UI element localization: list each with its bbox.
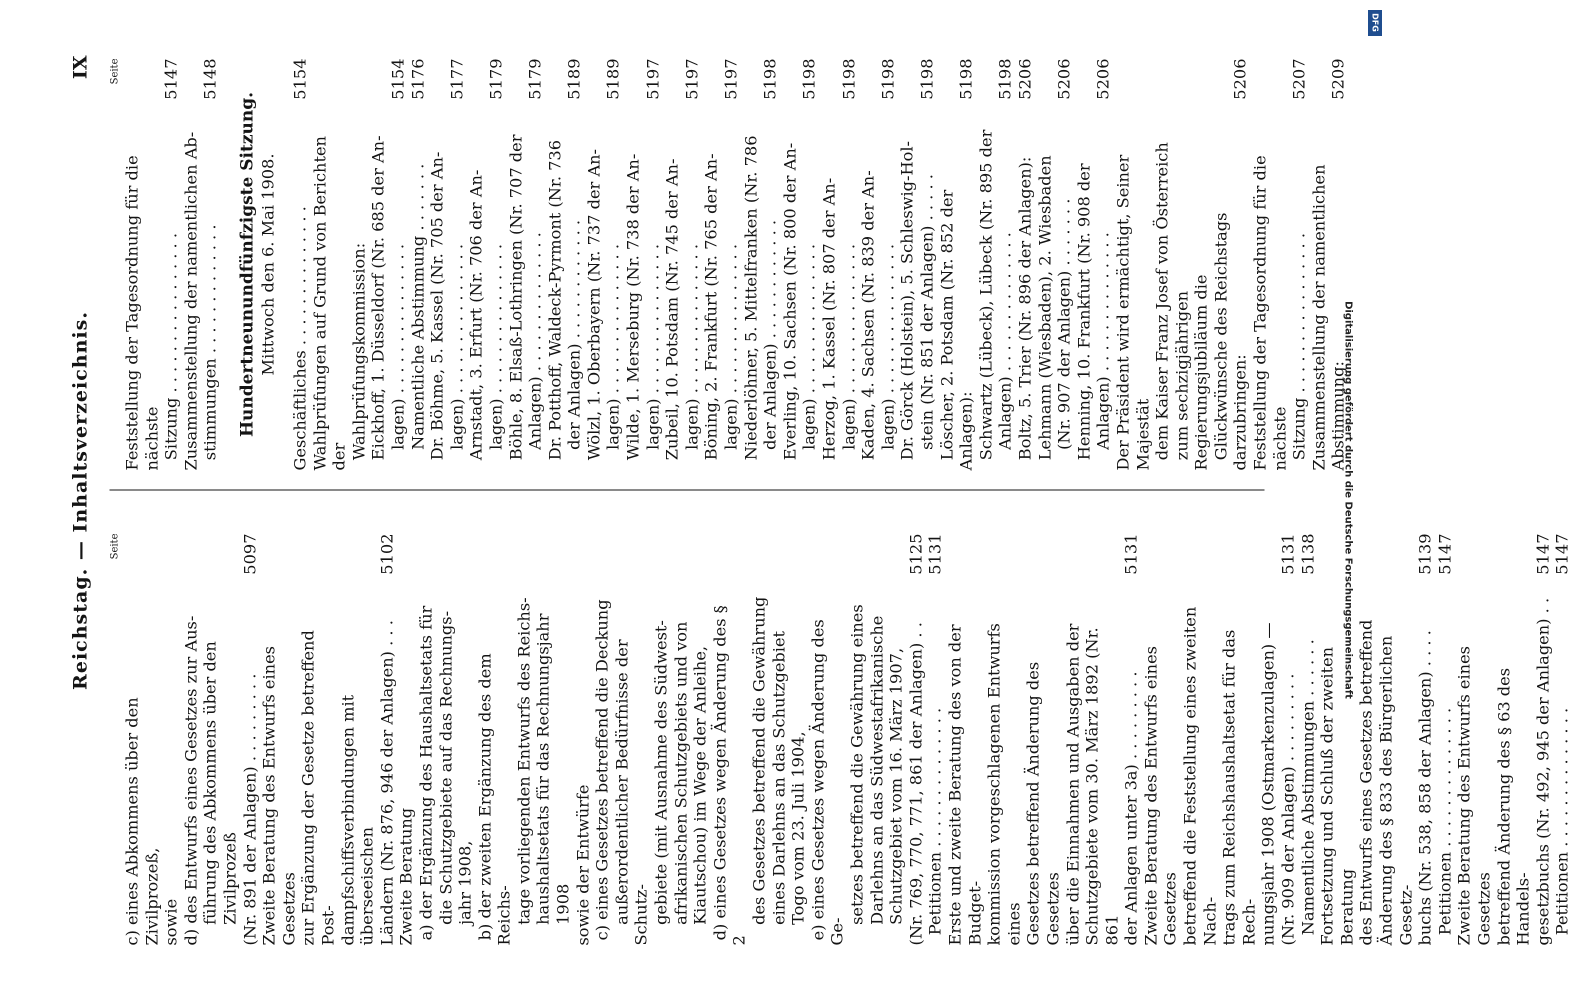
toc-entry: [181, 534, 259, 946]
toc-entry-text: Zusammenstellung der namentlichen Abstimmung:: [1309, 159, 1348, 470]
toc-entry-text: Henning, 10. Frankfurt (Nr. 908 der Anlagen) . . . . . . . . . . . . . .: [1074, 163, 1113, 470]
toc-entry: [428, 59, 467, 471]
toc-entry-page: 5206: [1231, 59, 1251, 100]
toc-entry-page: 5198: [878, 59, 898, 100]
toc-entry-text: Löscher, 2. Potsdam (Nr. 852 der Anlagen):: [937, 185, 976, 471]
toc-entry-page: 5154: [290, 59, 310, 100]
toc-entry-text: Dr. Potthoff, Waldeck-Pyrmont (Nr. 736 der Anlagen) . . . . . . . . . . . .: [545, 140, 584, 471]
toc-entry-text: Petitionen . . . . . . . . . . . . . .: [1553, 708, 1572, 946]
toc-entry-page: 5197: [682, 59, 702, 100]
toc-entry-text: Erste und zweite Beratung des von der Budget- kommission vorgeschlagenen Entwurfs eines Gesetzes betreffend Änderung des Gesetzes über die Einnahmen und Ausgaben der Schutzgebiete vom 30. März 1892 (Nr. 861 der Anlagen unter 3a) . . . . . . . . .: [945, 618, 1140, 945]
toc-entry-page: 5197: [722, 59, 742, 100]
toc-entry: [663, 59, 702, 471]
toc-entry-page: 5206: [1015, 59, 1035, 100]
toc-entry-text: Zweite Beratung a) der Ergänzung des Haushaltsetats für die Schutzgebiete auf das Rechnungs- jahr 1908, b) der zweiten Ergänzung des dem Reichs- tage vorliegenden Entwurfs des Reichs- haushaltsetats für das Rechnungsjahr 1908: [397, 597, 573, 945]
toc-entry: [926, 534, 946, 946]
toc-entry-text: Zweite Beratung des Entwurfs eines Gesetzes betreffend Änderung des § 63 des Handels- gesetzbuchs (Nr. 492, 945 der Anlagen) . .: [1455, 598, 1552, 946]
toc-entry-text: Der Präsident wird ermächtigt, Seiner Majestät dem Kaiser Franz Josef von Österreich zum sechzigjährigen Regierungsjubiläum die Glückwünsche des Reichstags darzubringen:: [1113, 142, 1250, 470]
left-column: [110, 534, 1260, 946]
toc-entry-page: 5097: [240, 534, 260, 575]
right-entries-bottom: [290, 59, 1348, 471]
toc-entry-text: Schwartz (Lübeck), Lübeck (Nr. 895 der Anlagen) . . . . . . . . . . . . . .: [976, 130, 1015, 471]
toc-entry-text: Böning, 2. Frankfurt (Nr. 765 der An- lagen) . . . . . . . . . . . . . . .: [702, 153, 741, 470]
toc-entry-page: 5131: [1122, 534, 1142, 575]
toc-entry: [573, 534, 926, 946]
toc-entry-page: 5197: [643, 59, 663, 100]
toc-entry-page: 5198: [957, 59, 977, 100]
toc-entry-page: 5125: [906, 534, 926, 575]
toc-entry-text: Feststellung der Tagesordnung für die nächste Sitzung . . . . . . . . . . . . . . . .: [123, 150, 181, 470]
session-date: Mittwoch den 6. Mai 1908.: [258, 59, 290, 471]
toc-entry: [702, 59, 741, 471]
toc-entry: [369, 59, 408, 471]
toc-entry-text: Wahlprüfungen auf Grund von Berichten der Wahlprüfungskommission:: [310, 131, 368, 471]
toc-entry-text: Namentliche Abstimmungen . . . . . .: [1298, 639, 1317, 945]
digitization-credit: [1338, 0, 1358, 1000]
toc-entry-page: 5207: [1290, 59, 1310, 100]
column-divider: [110, 490, 1265, 491]
toc-entry-page: 5147: [1435, 534, 1455, 575]
toc-entry: [976, 59, 1015, 471]
toc-entry: [1251, 59, 1310, 471]
toc-entry-page: 5179: [526, 59, 546, 100]
credit-text: Digitalisierung gefördert durch die Deutsche Forschungsgemeinschaft: [1343, 301, 1354, 699]
toc-entry-text: Herzog, 1. Kassel (Nr. 807 der An- lagen) . . . . . . . . . . . . . . .: [820, 178, 859, 471]
toc-entry-text: Zubeil, 10. Potsdam (Nr. 745 der An- lagen) . . . . . . . . . . . . . . .: [663, 159, 702, 471]
toc-entry-text: Boltz, 5. Trier (Nr. 896 der Anlagen):: [1015, 157, 1034, 471]
toc-entry: [408, 59, 428, 471]
dfg-logo-icon: [1368, 10, 1382, 36]
toc-entry: [1074, 59, 1113, 471]
toc-entry-text: sowie der Entwürfe c) eines Gesetzes betreffend die Deckung außerordentlicher Bedürfnisse der Schutz- gebiete (mit Ausnahme des Südwest- afrikanischen Schutzgebiets und von Kiautschou) im Wege der Anleihe, d) eines Gesetzes wegen Änderung des § 2 des Gesetzes betreffend die Gewährung eines Darlehns an das Schutzgebiet Togo vom 23. Juli 1904, e) eines Gesetzes wegen Änderung des Ge- setzes betreffend die Gewährung eines Darlehns an das Südwestafrikanische Schutzgebiet vom 16. März 1907, (Nr. 769, 770, 771, 861 der Anlagen) . .: [573, 597, 925, 946]
toc-entry: [898, 59, 937, 471]
toc-entry: [584, 59, 623, 471]
toc-entry: [397, 534, 573, 946]
toc-entry-text: Namentliche Abstimmung . . . . . . .: [408, 164, 427, 471]
right-column: [110, 59, 1260, 471]
toc-entry-page: 5189: [604, 59, 624, 100]
toc-entry-page: 5154: [388, 59, 408, 100]
toc-entry-text: Dr. Görck (Holstein), 5. Schleswig-Hol- stein (Nr. 851 der Anlagen) . . . . .: [898, 141, 937, 471]
toc-entry-text: Zweite Beratung des Entwurfs eines Gesetzes zur Ergänzung der Gesetze betreffend Post- dampfschiffsverbindungen mit überseeischen Ländern (Nr. 876, 946 der Anlagen) . . .: [260, 620, 397, 945]
page-header: [70, 56, 110, 946]
page-number: IX: [70, 56, 92, 80]
toc-entry: [780, 59, 819, 471]
toc-entry-text: Böhle, 8. Elsaß-Lothringen (Nr. 707 der Anlagen) . . . . . . . . . . . . . .: [506, 135, 545, 471]
toc-entry-text: Fortsetzung und Schluß der zweiten Beratung des Entwurfs eines Gesetzes betreffend Änderung des § 833 des Bürgerlichen Gesetz- buchs (Nr. 538, 858 der Anlagen) . . . .: [1318, 620, 1435, 946]
toc-entry-page: 5176: [408, 59, 428, 100]
toc-entry-text: Wölzl, 1. Oberbayern (Nr. 737 der An- lagen) . . . . . . . . . . . . . . .: [584, 149, 623, 471]
toc-entry-page: 5147: [162, 59, 182, 100]
toc-entry-page: 5138: [1298, 534, 1318, 575]
toc-entry: [467, 59, 506, 471]
toc-entry: [1113, 59, 1250, 471]
toc-entry-page: 5198: [800, 59, 820, 100]
toc-entry-text: Dr. Böhme, 5. Kassel (Nr. 705 der An- lagen) . . . . . . . . . . . . . . .: [428, 152, 467, 471]
toc-entry-page: 5177: [447, 59, 467, 100]
toc-entry: [506, 59, 545, 471]
toc-entry: [1553, 534, 1572, 946]
toc-entry-page: 5147: [1533, 534, 1553, 575]
right-entries-top: [123, 59, 221, 471]
toc-entry: [123, 59, 182, 471]
toc-entry: [1035, 59, 1074, 471]
toc-entry-page: 5102: [377, 534, 397, 575]
toc-entry-text: Feststellung der Tagesordnung für die nächste Sitzung . . . . . . . . . . . . . . . .: [1251, 150, 1309, 470]
toc-entry-text: c) eines Abkommens über den Zivilprozeß, sowie: [123, 692, 181, 945]
toc-entry-text: Lehmann (Wiesbaden), 2. Wiesbaden (Nr. 907 der Anlagen) . . . . . . .: [1035, 155, 1074, 470]
toc-entry: [937, 59, 976, 471]
toc-entry-page: 5131: [926, 534, 946, 575]
toc-entry: [310, 59, 369, 471]
toc-entry-page: 5206: [1094, 59, 1114, 100]
toc-entry-page: 5198: [996, 59, 1016, 100]
toc-entry-page: 5198: [917, 59, 937, 100]
toc-entry: [1455, 534, 1553, 946]
toc-entry-text: Niederlöhner, 5. Mittelfranken (Nr. 786 der Anlagen) . . . . . . . . . . . .: [741, 135, 780, 470]
session-heading: Hundertneunundfünfzigste Sitzung.: [220, 59, 258, 471]
toc-entry: [820, 59, 859, 471]
toc-entry: [859, 59, 898, 471]
toc-entry-text: Arnstadt, 3. Erfurt (Nr. 706 der An- lagen) . . . . . . . . . . . . . . .: [467, 170, 506, 471]
toc-entry-page: 5147: [1553, 534, 1572, 575]
document-page: [0, 1, 1383, 1001]
toc-entry-page: 5189: [565, 59, 585, 100]
toc-entry-text: Petitionen . . . . . . . . . . . . . .: [926, 708, 945, 946]
toc-entry: [741, 59, 780, 471]
toc-entry-text: Zweite Beratung des Entwurfs eines Gesetzes betreffend die Feststellung eines zweiten Nach- trags zum Reichshaushaltsetat für das Rech- nungsjahr 1908 (Ostmarkenzulagen) — (Nr. 909 der Anlagen) . . . . . . . . .: [1141, 602, 1297, 946]
toc-entry: [290, 59, 310, 471]
seite-label-right: Seite: [110, 59, 123, 471]
toc-entry-page: 5198: [839, 59, 859, 100]
toc-entry: [1435, 534, 1455, 946]
toc-entry: [1298, 534, 1318, 946]
seite-label: Seite: [110, 534, 123, 946]
toc-entry-page: 5209: [1329, 59, 1349, 100]
toc-entry: [624, 59, 663, 471]
toc-entry-text: d) des Entwurfs eines Gesetzes zur Aus- führung des Abkommens über den Zivilprozeß (Nr. 891 der Anlagen) . . . . . . . . .: [181, 616, 259, 946]
dfg-logo-text: DFG: [1371, 12, 1380, 34]
toc-entry-text: Wilde, 1. Merseburg (Nr. 738 der An- lagen) . . . . . . . . . . . . . . .: [624, 154, 663, 471]
toc-entry: [181, 59, 220, 471]
toc-entry-text: Geschäftliches . . . . . . . . . . . . . .: [290, 206, 309, 470]
toc-entry-page: 5148: [201, 59, 221, 100]
toc-entry: [545, 59, 584, 471]
toc-entry-text: Petitionen . . . . . . . . . . . . . .: [1435, 708, 1454, 946]
toc-entry-page: 5131: [1279, 534, 1299, 575]
toc-entry-page: 5179: [486, 59, 506, 100]
toc-entry-text: Everling, 10. Sachsen (Nr. 800 der An- lagen) . . . . . . . . . . . . . . .: [780, 143, 819, 471]
toc-entry: [260, 534, 397, 946]
toc-entry: [1015, 59, 1035, 471]
header-title: Reichstag. — Inhaltsverzeichnis.: [70, 56, 92, 946]
toc-entry-text: Zusammenstellung der namentlichen Ab- stimmungen . . . . . . . . . . . . .: [181, 132, 220, 471]
toc-entry: [1318, 534, 1436, 946]
toc-entry: [1141, 534, 1298, 946]
toc-entry-page: 5198: [761, 59, 781, 100]
toc-entry-page: 5139: [1416, 534, 1436, 575]
toc-entry: [123, 534, 182, 946]
toc-entry: [945, 534, 1141, 946]
toc-entry-page: 5206: [1055, 59, 1075, 100]
toc-entry-text: Kaden, 4. Sachsen (Nr. 839 der An- lagen) . . . . . . . . . . . . . . .: [859, 170, 898, 470]
toc-entry-text: Eickhoff, 1. Düsseldorf (Nr. 685 der An- lagen) . . . . . . . . . . . . . . .: [369, 135, 408, 470]
